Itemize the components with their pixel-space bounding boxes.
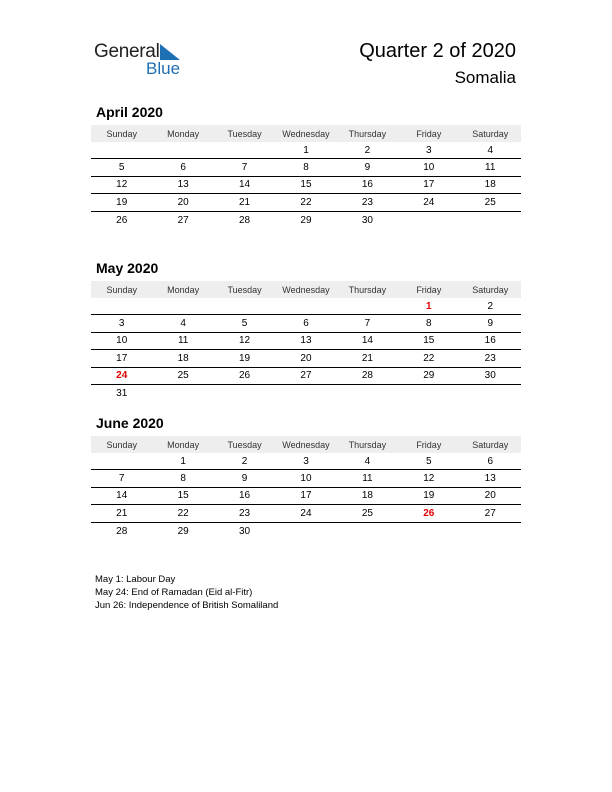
week-row xyxy=(91,142,521,159)
weekday-label: Saturday xyxy=(472,439,509,450)
day-cell: 30 xyxy=(238,525,251,537)
day-cell: 14 xyxy=(116,490,128,502)
day-cell: 3 xyxy=(118,318,125,330)
day-cell: 9 xyxy=(487,318,494,330)
day-cell: 10 xyxy=(423,162,435,174)
day-cell: 20 xyxy=(484,490,496,502)
day-cell: 8 xyxy=(303,162,309,174)
month-june xyxy=(91,414,521,540)
day-cell: 22 xyxy=(300,196,312,208)
day-cell: 11 xyxy=(362,473,373,485)
week-row xyxy=(91,470,521,487)
day-cell: 6 xyxy=(487,455,494,467)
day-cell: 20 xyxy=(177,196,189,208)
calendar-grid xyxy=(91,298,521,402)
day-cell: 10 xyxy=(300,473,312,485)
day-cell: 19 xyxy=(423,490,435,502)
month-may xyxy=(91,259,521,402)
holiday-note: May 24: End of Ramadan (Eid al-Fitr) xyxy=(95,587,253,598)
holiday-day-cell: 1 xyxy=(426,300,432,312)
weekday-label: Thursday xyxy=(348,439,387,450)
day-cell: 27 xyxy=(484,507,496,519)
day-cell: 10 xyxy=(116,335,128,347)
weekday-label: Monday xyxy=(167,128,200,139)
day-cell: 3 xyxy=(303,455,309,467)
holiday-day-cell: 26 xyxy=(423,507,435,519)
day-cell: 12 xyxy=(423,473,435,485)
day-cell: 13 xyxy=(177,179,189,191)
day-cell: 26 xyxy=(238,370,251,382)
weekday-header xyxy=(91,125,521,142)
page-title: Quarter 2 of 2020 xyxy=(359,40,516,62)
week-row xyxy=(91,194,521,211)
day-cell: 6 xyxy=(180,162,186,174)
day-cell: 24 xyxy=(423,196,435,208)
month-title: May 2020 xyxy=(96,260,159,276)
month-title: June 2020 xyxy=(96,415,164,431)
day-cell: 3 xyxy=(426,144,432,156)
day-cell: 17 xyxy=(423,179,435,191)
week-row xyxy=(91,488,521,505)
day-cell: 2 xyxy=(241,455,248,467)
week-row xyxy=(91,159,521,176)
day-cell: 25 xyxy=(484,196,496,208)
day-cell: 11 xyxy=(177,335,189,347)
weekday-label: Saturday xyxy=(472,284,509,295)
day-cell: 29 xyxy=(177,525,189,537)
weekday-label: Tuesday xyxy=(227,128,262,139)
week-row xyxy=(91,523,521,540)
day-cell: 4 xyxy=(364,455,371,467)
day-cell: 29 xyxy=(300,214,312,226)
weekday-header xyxy=(91,281,521,298)
day-cell: 2 xyxy=(364,144,371,156)
weekday-label: Wednesday xyxy=(282,284,330,295)
day-cell: 21 xyxy=(361,352,373,364)
day-cell: 30 xyxy=(484,370,496,382)
day-cell: 17 xyxy=(300,490,312,502)
weekday-label: Wednesday xyxy=(282,128,330,139)
day-cell: 4 xyxy=(487,144,494,156)
week-row xyxy=(91,368,521,385)
weekday-label: Monday xyxy=(167,284,200,295)
day-cell: 23 xyxy=(238,507,251,519)
holiday-day-cell: 24 xyxy=(116,370,128,382)
day-cell: 27 xyxy=(177,214,189,226)
weekday-label: Monday xyxy=(167,439,200,450)
day-cell: 16 xyxy=(361,179,373,191)
week-row xyxy=(91,505,521,522)
calendar-grid xyxy=(91,453,521,540)
holiday-note: Jun 26: Independence of British Somaliland xyxy=(95,600,279,611)
day-cell: 5 xyxy=(241,318,248,330)
day-cell: 18 xyxy=(361,490,373,502)
logo-word-blue: Blue xyxy=(146,59,181,78)
calendar-grid xyxy=(91,142,521,229)
day-cell: 15 xyxy=(423,335,435,347)
day-cell: 1 xyxy=(303,144,309,156)
week-row xyxy=(91,350,521,367)
day-cell: 11 xyxy=(485,162,496,174)
weekday-label: Friday xyxy=(416,128,442,139)
weekday-label: Tuesday xyxy=(227,439,262,450)
weekday-label: Saturday xyxy=(472,128,509,139)
holiday-note: May 1: Labour Day xyxy=(95,574,176,585)
day-cell: 4 xyxy=(180,318,186,330)
logo-word-general: General xyxy=(94,41,160,62)
day-cell: 7 xyxy=(364,318,371,330)
day-cell: 18 xyxy=(484,179,496,191)
day-cell: 25 xyxy=(177,370,189,382)
week-row xyxy=(91,298,521,315)
day-cell: 18 xyxy=(177,352,189,364)
day-cell: 21 xyxy=(116,507,128,519)
day-cell: 12 xyxy=(116,179,128,191)
day-cell: 7 xyxy=(118,473,125,485)
day-cell: 27 xyxy=(300,370,312,382)
week-row xyxy=(91,177,521,194)
day-cell: 23 xyxy=(484,352,496,364)
weekday-label: Sunday xyxy=(106,284,137,295)
day-cell: 28 xyxy=(361,370,373,382)
weekday-label: Friday xyxy=(416,284,442,295)
day-cell: 26 xyxy=(116,214,128,226)
day-cell: 16 xyxy=(238,490,251,502)
day-cell: 28 xyxy=(238,214,251,226)
day-cell: 13 xyxy=(484,473,496,485)
weekday-header xyxy=(91,436,521,453)
weekday-label: Sunday xyxy=(106,439,137,450)
day-cell: 9 xyxy=(364,162,371,174)
week-row xyxy=(91,385,521,402)
day-cell: 25 xyxy=(361,507,373,519)
day-cell: 19 xyxy=(238,352,251,364)
day-cell: 28 xyxy=(116,525,128,537)
day-cell: 8 xyxy=(426,318,432,330)
week-row xyxy=(91,315,521,332)
generalblue-logo xyxy=(94,41,204,81)
week-row xyxy=(91,453,521,470)
weekday-label: Thursday xyxy=(348,128,387,139)
day-cell: 21 xyxy=(238,196,251,208)
day-cell: 15 xyxy=(300,179,312,191)
day-cell: 19 xyxy=(116,196,128,208)
holiday-notes xyxy=(95,573,278,612)
day-cell: 2 xyxy=(487,300,494,312)
day-cell: 22 xyxy=(423,352,435,364)
day-cell: 24 xyxy=(300,507,312,519)
day-cell: 12 xyxy=(238,335,251,347)
day-cell: 31 xyxy=(116,388,128,400)
day-cell: 14 xyxy=(238,179,251,191)
weekday-label: Thursday xyxy=(348,284,387,295)
day-cell: 6 xyxy=(303,318,309,330)
country-name: Somalia xyxy=(454,68,516,87)
month-title: April 2020 xyxy=(96,104,163,120)
weekday-label: Sunday xyxy=(106,128,137,139)
day-cell: 23 xyxy=(361,196,373,208)
day-cell: 20 xyxy=(300,352,312,364)
day-cell: 7 xyxy=(241,162,248,174)
day-cell: 22 xyxy=(177,507,189,519)
weekday-label: Tuesday xyxy=(227,284,262,295)
day-cell: 16 xyxy=(484,335,496,347)
day-cell: 29 xyxy=(423,370,435,382)
day-cell: 17 xyxy=(116,352,128,364)
week-row xyxy=(91,333,521,350)
day-cell: 1 xyxy=(180,455,186,467)
day-cell: 8 xyxy=(180,473,186,485)
day-cell: 14 xyxy=(361,335,373,347)
month-april xyxy=(91,103,521,229)
day-cell: 5 xyxy=(118,162,125,174)
day-cell: 30 xyxy=(361,214,373,226)
day-cell: 13 xyxy=(300,335,312,347)
weekday-label: Wednesday xyxy=(282,439,330,450)
day-cell: 15 xyxy=(177,490,189,502)
weekday-label: Friday xyxy=(416,439,442,450)
logo-triangle-icon xyxy=(160,44,180,60)
day-cell: 9 xyxy=(241,473,248,485)
day-cell: 5 xyxy=(426,455,432,467)
week-row xyxy=(91,212,521,229)
